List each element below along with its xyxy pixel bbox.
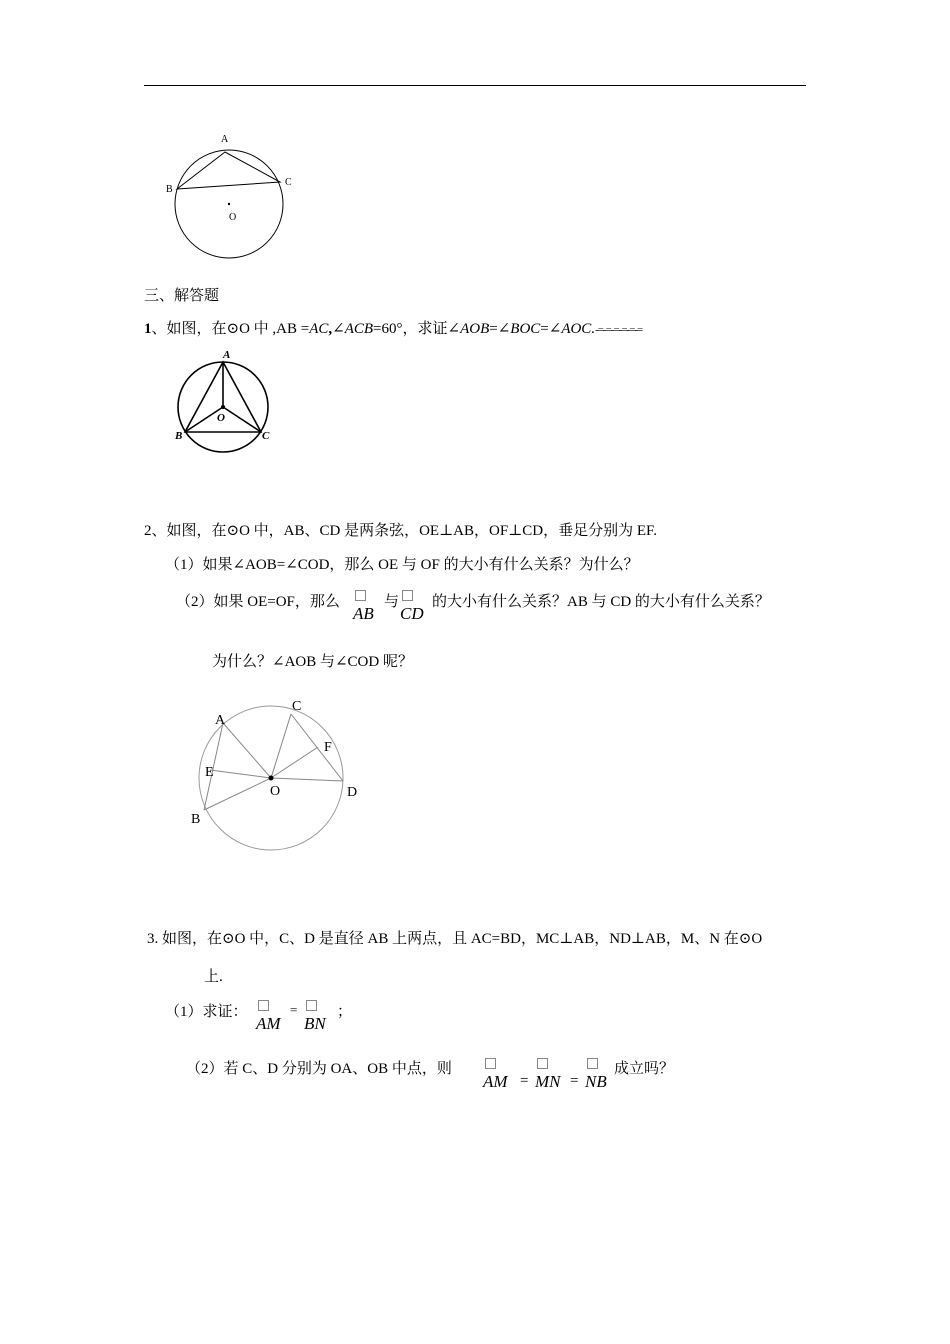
q2-part1: （1）如果∠AOB=∠COD，那么 OE 与 OF 的大小有什么关系？为什么？: [165, 557, 639, 573]
q3-eq2: =: [520, 1073, 529, 1089]
q1-label-o: O: [217, 412, 225, 424]
arc-symbol: [258, 1000, 269, 1011]
q2-label-b: B: [191, 812, 201, 827]
q2-part2-b: 与: [384, 594, 400, 610]
figure-q2: [185, 690, 375, 860]
q1-number: 1: [144, 321, 152, 337]
q3-part1-a: （1）求证：: [165, 1004, 248, 1020]
q2-arc-ab: AB: [353, 604, 374, 624]
q3-stem: 3. 如图，在⊙O 中，C、D 是直径 AB 上两点，且 AC=BD，MC⊥AB，ND⊥AB，M、N 在⊙O: [147, 931, 763, 947]
q2-part2-d: 为什么？∠AOB 与∠COD 呢？: [212, 654, 413, 670]
q1-text: 1、如图，在⊙O 中 ,AB =AC,∠ACB=60°，求证∠AOB=∠BOC=∠AOC.-=-=-=-=-=-=: [144, 321, 643, 337]
q2-label-o: O: [270, 784, 281, 799]
label-c: C: [285, 177, 292, 188]
q3-stem2: 上.: [204, 969, 223, 985]
label-a: A: [221, 134, 229, 145]
q2-label-c: C: [292, 699, 302, 714]
q3-part1-end: ；: [337, 1004, 353, 1020]
header-rule: [144, 85, 806, 86]
arc-symbol: [587, 1058, 598, 1069]
section-title: 三、解答题: [144, 288, 220, 304]
q3-part2-end: 成立吗？: [614, 1061, 675, 1077]
arc-symbol: [306, 1000, 317, 1011]
q2-label-f: F: [324, 740, 332, 755]
q2-label-d: D: [347, 785, 358, 800]
q3-eq: =: [290, 1002, 298, 1017]
q3-arc2-am: AM: [483, 1072, 508, 1092]
center-dot: [228, 203, 230, 205]
figure-q1: [170, 345, 280, 455]
q2-part2-a: （2）如果 OE=OF，那么: [176, 594, 340, 610]
q3-part2-a: （2）若 C、D 分别为 OA、OB 中点，则: [186, 1061, 452, 1077]
arc-symbol: [485, 1058, 496, 1069]
triangle-abc: [177, 152, 280, 189]
q3-arc-am: AM: [256, 1014, 281, 1034]
label-o: O: [229, 212, 237, 223]
q2-label-e: E: [205, 765, 214, 780]
q1-label-b: B: [175, 430, 183, 442]
q1-label-a: A: [223, 349, 231, 361]
q2-label-a: A: [215, 713, 226, 728]
q3-arc2-nb: NB: [585, 1072, 607, 1092]
arc-symbol: [355, 590, 366, 601]
q3-arc-bn: BN: [304, 1014, 326, 1034]
q2-part2-c: 的大小有什么关系？AB 与 CD 的大小有什么关系？: [432, 594, 770, 610]
q1-trail: -=-=-=-=-=-=: [595, 324, 643, 336]
figure-1: [160, 130, 300, 265]
q3-eq3: =: [570, 1073, 579, 1089]
q2-stem: 2、如图，在⊙O 中，AB、CD 是两条弦，OE⊥AB，OF⊥CD，垂足分别为 EF.: [144, 523, 657, 539]
q1-label-c: C: [262, 430, 270, 442]
q2-arc-cd: CD: [400, 604, 424, 624]
arc-symbol: [402, 590, 413, 601]
arc-symbol: [537, 1058, 548, 1069]
label-b: B: [166, 184, 173, 195]
q3-arc2-mn: MN: [535, 1072, 561, 1092]
